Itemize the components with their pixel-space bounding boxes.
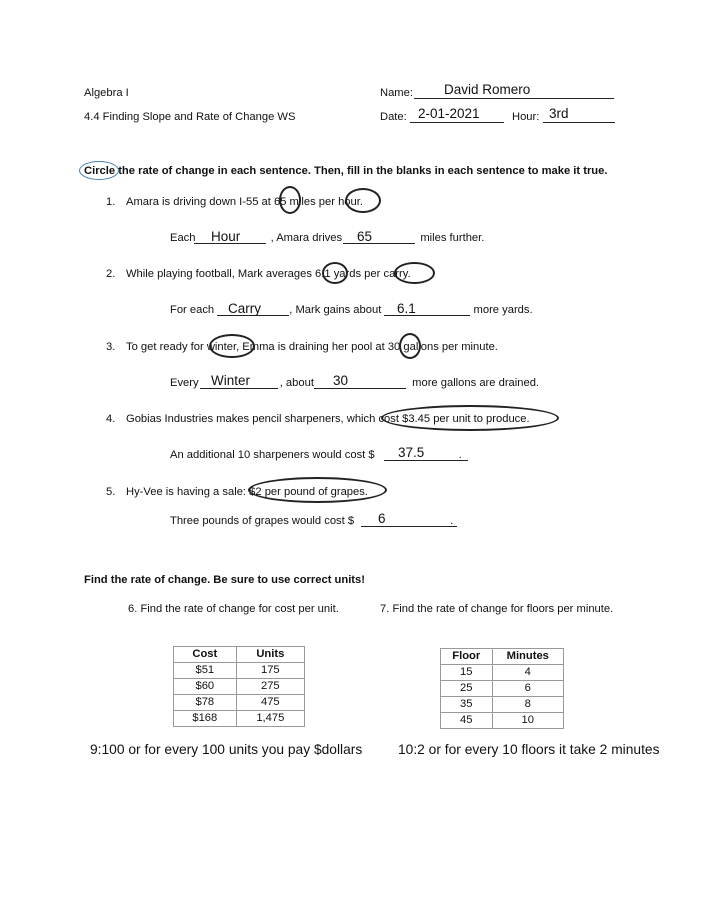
- table-row: [174, 679, 305, 695]
- item-4-fill-sentence: An additional 10 sharpeners would cost $ .: [170, 449, 462, 461]
- item-2-sentence: While playing football, Mark averages 6.1 yards per carry.: [126, 268, 411, 280]
- hour-line: [543, 122, 615, 123]
- table-header-row: [441, 649, 564, 665]
- table-row: [441, 697, 564, 713]
- question-6: 6. Find the rate of change for cost per unit.: [128, 603, 339, 615]
- circle-mark-price-per-pound: [248, 477, 387, 503]
- blank-5: [361, 526, 457, 527]
- table-cell: 275: [236, 679, 304, 695]
- item-4-number: 4.: [106, 413, 116, 425]
- item-2-number: 2.: [106, 268, 116, 280]
- table-cell: 475: [236, 695, 304, 711]
- table-cell: 8: [492, 697, 563, 713]
- table-row: [441, 665, 564, 681]
- circle-mark-6-1: [322, 262, 348, 284]
- item-5-sentence: Hy-Vee is having a sale: $2 per pound of grapes.: [126, 486, 368, 498]
- item-4-sentence: Gobias Industries makes pencil sharpeners, which cost $3.45 per unit to produce.: [126, 413, 530, 425]
- answer-6[interactable]: 9:100 or for every 100 units you pay $dollars: [90, 742, 363, 757]
- circle-mark-hour: [345, 188, 381, 213]
- item-2-fill-sentence: For each , Mark gains about more yards.: [170, 304, 533, 316]
- table-header: Minutes: [492, 649, 563, 665]
- table-cell: 15: [441, 665, 493, 681]
- item-1-fill-sentence: Each , Amara drives miles further.: [170, 232, 485, 244]
- answer-7[interactable]: 10:2 or for every 10 floors it take 2 minutes: [398, 742, 660, 757]
- table-cell: 35: [441, 697, 493, 713]
- answer-1b[interactable]: 65: [357, 229, 373, 244]
- table-header-row: [174, 647, 305, 663]
- circle-mark-cost-per-unit: [381, 405, 559, 431]
- answer-5[interactable]: 6: [378, 511, 386, 526]
- answer-4[interactable]: 37.5: [398, 445, 425, 460]
- table-row: [174, 711, 305, 727]
- answer-3b[interactable]: 30: [333, 373, 349, 388]
- table-cell: 10: [492, 713, 563, 729]
- table-header: Cost: [174, 647, 237, 663]
- item-3-number: 3.: [106, 341, 116, 353]
- table-row: [441, 681, 564, 697]
- item-5-fill-sentence: Three pounds of grapes would cost $ .: [170, 515, 454, 527]
- answer-3a[interactable]: Winter: [211, 373, 251, 388]
- table-cell: 175: [236, 663, 304, 679]
- date-line: [410, 122, 504, 123]
- circle-mark-30: [399, 333, 421, 359]
- hour-value[interactable]: 3rd: [549, 106, 569, 121]
- table-cell: 4: [492, 665, 563, 681]
- date-value[interactable]: 2-01-2021: [418, 106, 480, 121]
- floor-minutes-table: [440, 648, 564, 729]
- circle-mark-65: [279, 186, 301, 214]
- question-7: 7. Find the rate of change for floors per minute.: [380, 603, 614, 615]
- blank-3a: [200, 388, 278, 389]
- table-row: [174, 695, 305, 711]
- circle-mark-carry: [394, 262, 435, 284]
- table-cell: 25: [441, 681, 493, 697]
- table-cell: $51: [174, 663, 237, 679]
- table-cell: 1,475: [236, 711, 304, 727]
- table-header: Floor: [441, 649, 493, 665]
- blank-3b: [314, 388, 406, 389]
- circle-mark-winter: [209, 334, 255, 358]
- section2-instruction: Find the rate of change. Be sure to use correct units!: [84, 574, 365, 586]
- item-3-fill-sentence: Every , about more gallons are drained.: [170, 377, 540, 389]
- name-value[interactable]: David Romero: [444, 82, 531, 97]
- item-1-sentence: Amara is driving down I-55 at 65 miles per hour.: [126, 196, 363, 208]
- name-label: Name:: [380, 87, 413, 99]
- table-header: Units: [236, 647, 304, 663]
- name-line: [414, 98, 614, 99]
- answer-2a[interactable]: Carry: [228, 301, 261, 316]
- table-cell: $168: [174, 711, 237, 727]
- table-cell: 45: [441, 713, 493, 729]
- item-1-number: 1.: [106, 196, 116, 208]
- table-row: [174, 663, 305, 679]
- section1-instruction: Circle the rate of change in each sentence. Then, fill in the blanks in each sentence to make it true.: [84, 165, 608, 177]
- worksheet-title: 4.4 Finding Slope and Rate of Change WS: [84, 111, 296, 123]
- table-cell: $78: [174, 695, 237, 711]
- course-title: Algebra I: [84, 87, 129, 99]
- answer-2b[interactable]: 6.1: [397, 301, 416, 316]
- item-5-number: 5.: [106, 486, 116, 498]
- table-cell: 6: [492, 681, 563, 697]
- table-row: [441, 713, 564, 729]
- blank-4: [384, 460, 468, 461]
- answer-1a[interactable]: Hour: [211, 229, 241, 244]
- blank-1b: [343, 243, 415, 244]
- hour-label: Hour:: [512, 111, 540, 123]
- item-3-sentence: To get ready for winter, Emma is draining her pool at 30 gallons per minute.: [126, 341, 498, 353]
- cost-units-table: [173, 646, 305, 727]
- date-label: Date:: [380, 111, 407, 123]
- table-cell: $60: [174, 679, 237, 695]
